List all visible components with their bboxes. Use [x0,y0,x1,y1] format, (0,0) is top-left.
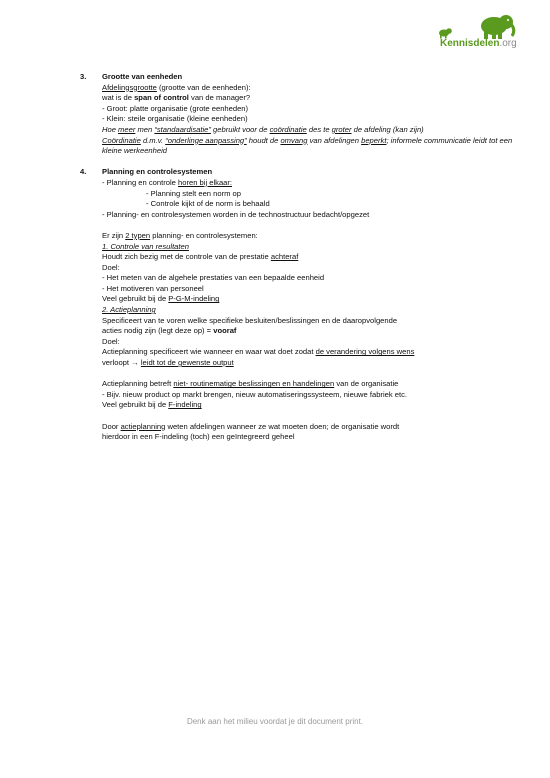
text-line [102,326,520,337]
term-span-of-control: span of control [134,93,189,103]
text-span: Houdt zich bezig met de controle van de prestatie [102,252,271,262]
section-3-number: 3. [80,72,87,81]
text-span: van afdelingen [307,135,362,145]
text-span: F-indeling [168,400,202,410]
label-doel: Doel: [102,336,120,346]
label-doel: Doel: [102,262,120,272]
text-span: Coördinatie [102,135,141,145]
text-line [102,83,520,94]
text-span: (grootte van de eenheden): [156,82,251,92]
text-span: de afdeling (kan zijn) [351,124,424,134]
text-span: leidt tot de gewenste output [140,358,234,368]
text-span: gebruikt voor de [210,124,270,134]
bullet-klein: - Klein: steile organisatie (kleine eenheden) [102,114,248,124]
text-span: coördinatie [269,124,307,134]
bullet-technostructuur: - Planning- en controlesystemen worden in de technostructuur bedacht/opgezet [102,209,370,219]
text-span: beperkt [361,135,387,145]
document-body [80,72,520,443]
text-span: verloopt [102,358,132,368]
bullet-planning: - Planning stelt een norm op [146,188,241,198]
text-span: Actieplanning betreft [102,379,174,389]
text-line [102,400,520,411]
text-span: Hoe [102,124,119,134]
text-line [102,379,520,390]
term-standaardisatie: “standaardisatie” [154,124,211,134]
text-line [102,231,520,242]
text-span: meer [118,124,136,134]
text-span: planning- en controlesystemen: [150,230,258,240]
text-line [102,422,520,433]
text-span: van de manager? [188,93,251,103]
logo-brand: Kennisdelen [440,38,500,49]
text-span: acties nodig zijn (legt deze op) = [102,326,214,336]
logo-wordmark [440,38,517,49]
term-afdelingsgrootte: Afdelingsgrootte [102,82,157,92]
text-span: ; informele communicatie leidt tot een kleine werkeenheid [102,135,513,156]
text-span: niet- routinematige beslissingen en handelingen [173,379,335,389]
text-span: actieplanning [120,421,166,431]
text-line [102,294,520,305]
text-line [102,358,520,369]
text-line: Specificeert van te voren welke specifieke besluiten/beslissingen en de daaropvolgende [102,315,398,325]
text-span: Er zijn [102,230,126,240]
section-4-title: Planning en controlesystemen [102,167,213,177]
footer-note: Denk aan het milieu voordat je dit document print. [186,717,364,726]
text-span: de verandering volgens wens [315,347,415,357]
text-paragraph [102,136,520,157]
bullet-voorbeelden: - Bijv. nieuw product op markt brengen, nieuw automatiseringssysteem, nieuwe fabriek etc. [102,389,408,399]
text-line: hierdoor in een F-indeling (toch) een geïntegreerd geheel [102,432,295,442]
text-span: Veel gebruikt bij de [102,400,169,410]
bullet-groot: - Groot: platte organisatie (grote eenheden) [102,103,249,113]
elephant-icon [432,14,522,40]
text-span: Actieplanning specificeert wie wanneer en waar wat doet zodat [102,347,316,357]
text-line [102,93,520,104]
section-4-number: 4. [80,167,87,177]
bullet-motiveren: - Het motiveren van personeel [102,283,204,293]
text-paragraph [102,125,520,136]
text-span: vooraf [213,326,237,336]
text-span: des te [306,124,332,134]
text-span: groter [331,124,352,134]
text-line [102,178,520,189]
text-span: van de organisatie [334,379,399,389]
text-line [102,252,520,263]
kennisdelen-logo[interactable] [422,14,532,52]
text-span: achteraf [270,252,299,262]
text-line [102,347,520,358]
text-span: houdt de [246,135,281,145]
text-span: Veel gebruikt bij de [102,294,169,304]
subheading-actieplanning: 2. Actieplanning [102,305,156,315]
section-3-title: Grootte van eenheden [102,72,183,81]
logo-suffix: .org [499,38,517,49]
text-span: 2 typen [125,230,151,240]
text-span: P-G-M-indeling [168,294,220,304]
term-onderlinge-aanpassing: “onderlinge aanpassing” [165,135,247,145]
text-span: omvang [280,135,308,145]
text-span: horen bij elkaar: [178,177,233,187]
text-span: men [135,124,155,134]
text-span: d.m.v. [140,135,166,145]
text-span: - Planning en controle [102,177,178,187]
section-3-heading [80,72,520,83]
bullet-meten: - Het meten van de algehele prestaties van een bepaalde eenheid [102,273,325,283]
text-span: Door [102,421,121,431]
arrow-icon: → [131,358,139,368]
bullet-controle: - Controle kijkt of de norm is behaald [146,199,270,209]
text-span: weten afdelingen wanneer ze wat moeten doen; de organisatie wordt [165,421,400,431]
subheading-controle: 1. Controle van resultaten [102,241,189,251]
text-span: wat is de [102,93,135,103]
section-4-heading [80,167,520,178]
